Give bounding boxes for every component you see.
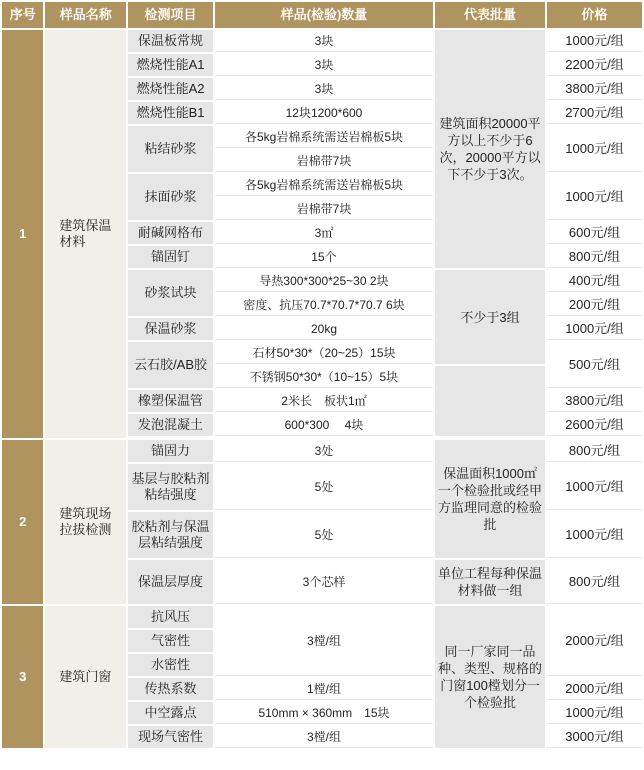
header-row bbox=[2, 2, 642, 28]
item-cell: 燃烧性能B1 bbox=[128, 102, 213, 124]
price-cell: 3800元/组 bbox=[547, 78, 642, 100]
qty-cell: 2米长 板状1㎡ bbox=[215, 390, 433, 412]
batch-cell: 不少于3组 bbox=[435, 270, 545, 364]
item-cell: 保温砂浆 bbox=[128, 318, 213, 340]
qty-cell: 3樘/组 bbox=[215, 606, 433, 676]
qty-cell: 不锈钢50*30*（10~15）5块 bbox=[215, 366, 433, 388]
qty-cell: 5处 bbox=[215, 512, 433, 558]
item-cell: 燃烧性能A2 bbox=[128, 78, 213, 100]
item-cell: 现场气密性 bbox=[128, 726, 213, 748]
item-cell: 锚固钉 bbox=[128, 246, 213, 268]
price-cell: 3800元/组 bbox=[547, 390, 642, 412]
item-cell: 砂浆试块 bbox=[128, 270, 213, 316]
batch-cell: 建筑面积20000平方以上不少于6次，20000平方以下不少于3次。 bbox=[435, 30, 545, 268]
price-cell: 2700元/组 bbox=[547, 102, 642, 124]
price-cell: 200元/组 bbox=[547, 294, 642, 316]
qty-cell: 3㎡ bbox=[215, 222, 433, 244]
item-cell: 耐碱网格布 bbox=[128, 222, 213, 244]
price-cell: 1000元/组 bbox=[547, 702, 642, 724]
group-name: 建筑现场拉拔检测 bbox=[45, 440, 126, 604]
price-cell: 1000元/组 bbox=[547, 30, 642, 52]
price-cell: 800元/组 bbox=[547, 246, 642, 268]
qty-cell: 3樘/组 bbox=[215, 726, 433, 748]
qty-cell: 3块 bbox=[215, 78, 433, 100]
item-cell: 中空露点 bbox=[128, 702, 213, 724]
price-cell: 400元/组 bbox=[547, 270, 642, 292]
item-cell: 基层与胶粘剂粘结强度 bbox=[128, 464, 213, 510]
batch-cell: 保温面积1000㎡一个检验批或经甲方监理同意的检验批 bbox=[435, 440, 545, 558]
qty-cell: 20kg bbox=[215, 318, 433, 340]
item-cell: 水密性 bbox=[128, 654, 213, 676]
price-cell: 2000元/组 bbox=[547, 678, 642, 700]
price-cell: 2000元/组 bbox=[547, 606, 642, 676]
price-cell: 1000元/组 bbox=[547, 318, 642, 340]
qty-cell: 510mm × 360mm 15块 bbox=[215, 702, 433, 724]
price-cell: 800元/组 bbox=[547, 440, 642, 462]
header-seq: 序号 bbox=[2, 2, 43, 28]
group-name: 建筑门窗 bbox=[45, 606, 126, 748]
table-row bbox=[2, 440, 642, 462]
qty-cell: 15个 bbox=[215, 246, 433, 268]
table-row bbox=[2, 606, 642, 628]
qty-cell: 3块 bbox=[215, 30, 433, 52]
group-seq: 2 bbox=[2, 440, 43, 604]
header-qty: 样品(检验)数量 bbox=[215, 2, 433, 28]
item-cell: 粘结砂浆 bbox=[128, 126, 213, 172]
item-cell: 橡塑保温管 bbox=[128, 390, 213, 412]
batch-cell: 同一厂家同一品种、类型、规格的门窗100樘划分一个检验批 bbox=[435, 606, 545, 748]
qty-cell: 密度、抗压70.7*70.7*70.7 6块 bbox=[215, 294, 433, 316]
header-price: 价格 bbox=[547, 2, 642, 28]
qty-cell: 岩棉带7块 bbox=[215, 150, 433, 172]
batch-cell: 单位工程每种保温材料做一组 bbox=[435, 560, 545, 604]
price-cell: 2600元/组 bbox=[547, 414, 642, 436]
item-cell: 抗风压 bbox=[128, 606, 213, 628]
table-row bbox=[2, 30, 642, 52]
price-cell: 1000元/组 bbox=[547, 464, 642, 510]
price-cell: 500元/组 bbox=[547, 342, 642, 388]
group-seq: 3 bbox=[2, 606, 43, 748]
item-cell: 气密性 bbox=[128, 630, 213, 652]
price-cell: 2200元/组 bbox=[547, 54, 642, 76]
header-batch: 代表批量 bbox=[435, 2, 545, 28]
qty-cell: 5处 bbox=[215, 464, 433, 510]
item-cell: 云石胶/AB胶 bbox=[128, 342, 213, 388]
batch-cell-empty bbox=[435, 366, 545, 436]
price-cell: 1000元/组 bbox=[547, 512, 642, 558]
qty-cell: 3个芯样 bbox=[215, 560, 433, 604]
price-cell: 1000元/组 bbox=[547, 174, 642, 220]
qty-cell: 3处 bbox=[215, 440, 433, 462]
qty-cell: 各5kg岩棉系统需送岩棉板5块 bbox=[215, 174, 433, 196]
qty-cell: 各5kg岩棉系统需送岩棉板5块 bbox=[215, 126, 433, 148]
item-cell: 保温层厚度 bbox=[128, 560, 213, 604]
item-cell: 保温板常规 bbox=[128, 30, 213, 52]
qty-cell: 导热300*300*25~30 2块 bbox=[215, 270, 433, 292]
price-cell: 600元/组 bbox=[547, 222, 642, 244]
price-cell: 1000元/组 bbox=[547, 126, 642, 172]
qty-cell: 600*300 4块 bbox=[215, 414, 433, 436]
header-item: 检测项目 bbox=[128, 2, 213, 28]
qty-cell: 石材50*30*（20~25）15块 bbox=[215, 342, 433, 364]
item-cell: 抹面砂浆 bbox=[128, 174, 213, 220]
price-cell: 800元/组 bbox=[547, 560, 642, 604]
qty-cell: 12块1200*600 bbox=[215, 102, 433, 124]
qty-cell: 岩棉带7块 bbox=[215, 198, 433, 220]
qty-cell: 3块 bbox=[215, 54, 433, 76]
price-cell: 3000元/组 bbox=[547, 726, 642, 748]
header-name: 样品名称 bbox=[45, 2, 126, 28]
qty-cell: 1樘/组 bbox=[215, 678, 433, 700]
item-cell: 燃烧性能A1 bbox=[128, 54, 213, 76]
item-cell: 传热系数 bbox=[128, 678, 213, 700]
item-cell: 锚固力 bbox=[128, 440, 213, 462]
group-name: 建筑保温材料 bbox=[45, 30, 126, 438]
item-cell: 胶粘剂与保温层粘结强度 bbox=[128, 512, 213, 558]
group-seq: 1 bbox=[2, 30, 43, 438]
item-cell: 发泡混凝土 bbox=[128, 414, 213, 436]
